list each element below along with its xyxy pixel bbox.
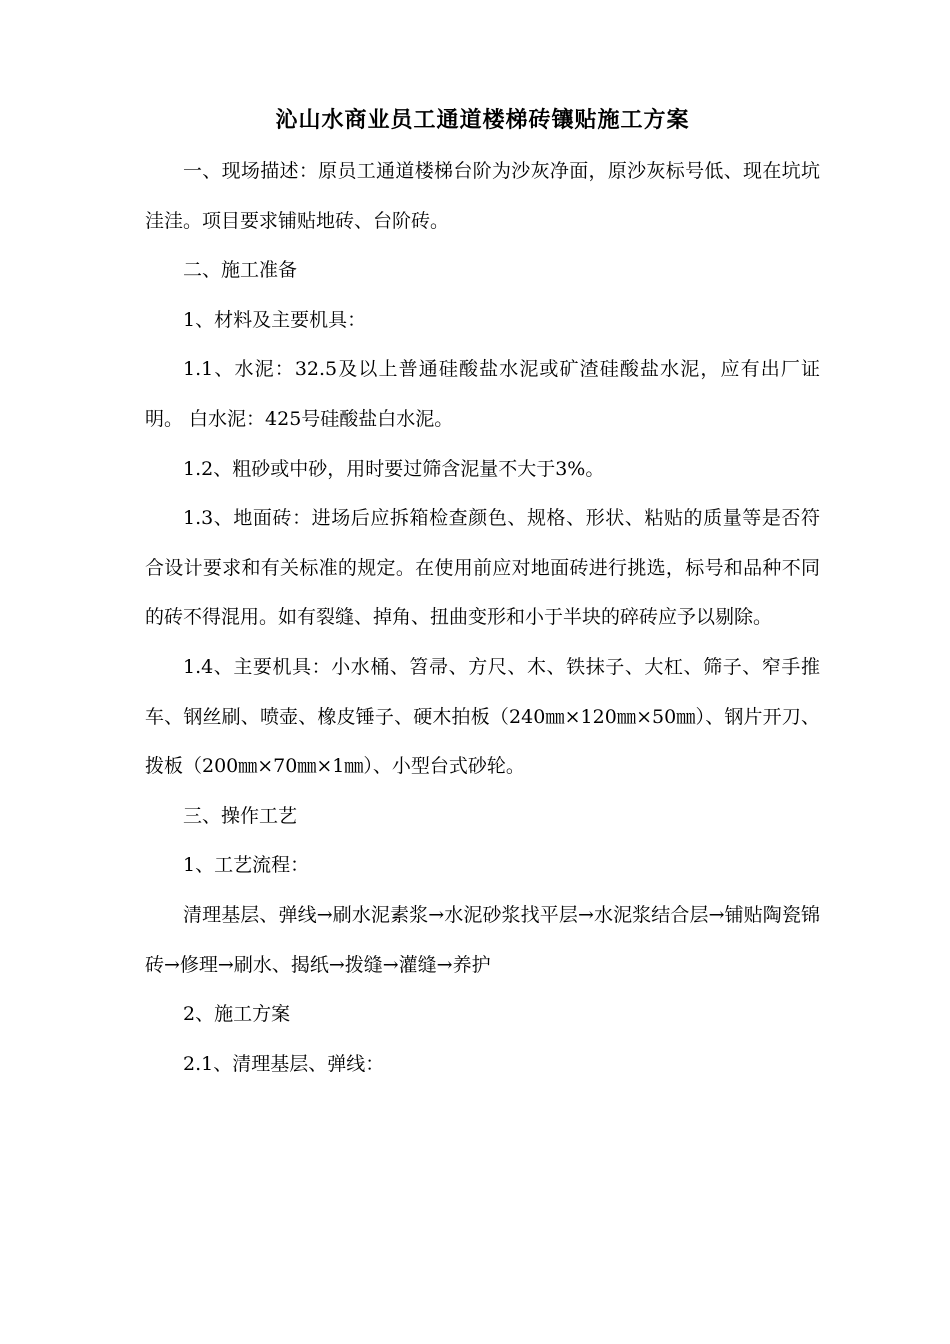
document-title: 沁山水商业员工通道楼梯砖镶贴施工方案 xyxy=(275,107,690,133)
paragraph-tools: 1.4、主要机具：小水桶、笤帚、方尺、木、铁抹子、大杠、筛子、窄手推车、钢丝刷、喷壶、橡皮锤子、硬木拍板（240㎜×120㎜×50㎜）、钢片开刀、拨板（200㎜×70㎜×1㎜）、小型台式砂轮。 xyxy=(145,655,820,778)
document-page xyxy=(145,97,820,1089)
heading-clean-base: 2.1、清理基层、弹线： xyxy=(183,1052,385,1075)
heading-construction-plan: 2、施工方案 xyxy=(183,1003,291,1026)
heading-preparation: 二、施工准备 xyxy=(183,259,298,282)
paragraph-cement: 1.1、水泥：32.5及以上普通硅酸盐水泥或矿渣硅酸盐水泥，应有出厂证明。 白水泥：425号硅酸盐白水泥。 xyxy=(145,358,820,430)
heading-process-flow: 1、工艺流程： xyxy=(183,854,310,877)
paragraph-floor-tiles: 1.3、地面砖：进场后应拆箱检查颜色、规格、形状、粘贴的质量等是否符合设计要求和有关标准的规定。在使用前应对地面砖进行挑选，标号和品种不同的砖不得混用。如有裂缝、掉角、扭曲变形和小于半块的碎砖应予以剔除。 xyxy=(145,507,820,629)
paragraph-site-description: 一、现场描述：原员工通道楼梯台阶为沙灰净面，原沙灰标号低、现在坑坑洼洼。项目要求铺贴地砖、台阶砖。 xyxy=(145,160,820,232)
paragraph-sand: 1.2、粗砂或中砂，用时要过筛含泥量不大于3%。 xyxy=(183,457,605,480)
heading-process: 三、操作工艺 xyxy=(183,804,298,827)
paragraph-process-flow: 清理基层、弹线→刷水泥素浆→水泥砂浆找平层→水泥浆结合层→铺贴陶瓷锦砖→修理→刷水、揭纸→拨缝→灌缝→养护 xyxy=(145,903,820,976)
heading-materials: 1、材料及主要机具： xyxy=(183,308,367,331)
